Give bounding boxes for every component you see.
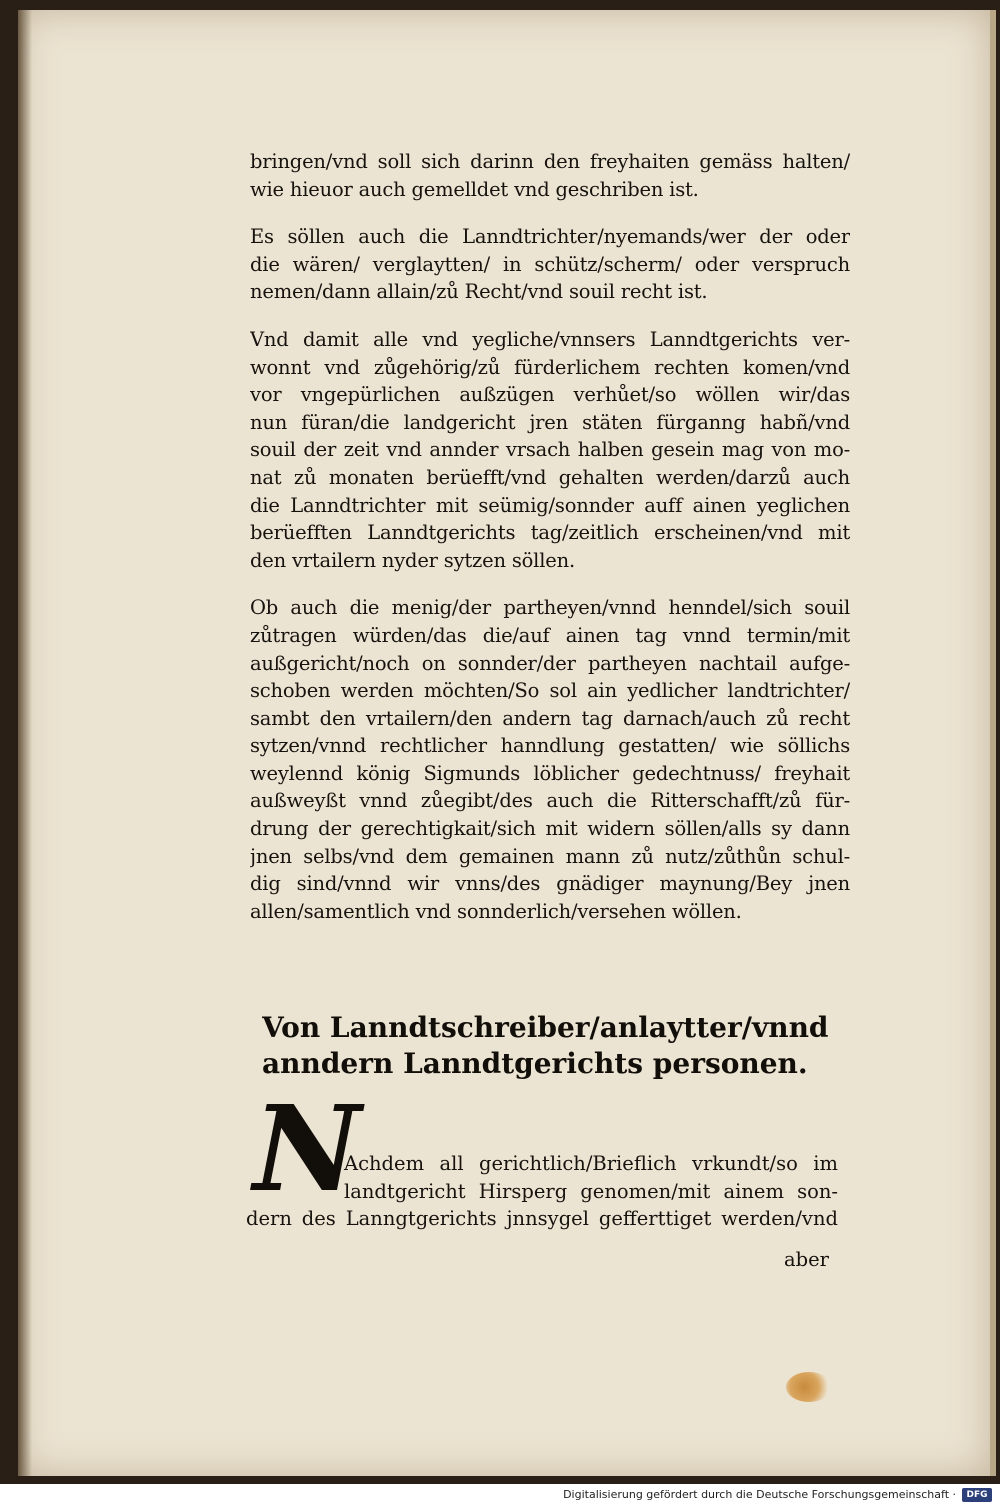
paragraph-4 xyxy=(250,594,850,925)
text-line: nun füran/die landgericht jren stäten fürganng habñ/vnd xyxy=(250,410,850,434)
text-line: Achdem all gerichtlich/Brieflich vrkundt/so im xyxy=(344,1152,838,1175)
footer-credit: Digitalisierung gefördert durch die Deutsche Forschungsgemeinschaft · xyxy=(563,1488,956,1501)
text-line: sambt den vrtailern/den andern tag darnach/auch zů recht xyxy=(250,706,850,730)
text-line: nat zů monaten berüefft/vnd gehalten werden/darzů auch xyxy=(250,465,850,489)
paragraph-2 xyxy=(250,223,850,306)
text-line: souil der zeit vnd annder vrsach halben gesein mag von mo- xyxy=(250,438,850,462)
paper-stain xyxy=(786,1372,832,1402)
text-line: außgericht/noch on sonnder/der partheyen nachtail aufge- xyxy=(250,651,850,675)
text-line: schoben werden möchten/So sol ain yedlicher landtrichter/ xyxy=(250,679,850,703)
dfg-logo-icon: DFG xyxy=(962,1488,992,1502)
text-line: Ob auch die menig/der partheyen/vnnd henndel/sich souil xyxy=(250,596,850,620)
body-text xyxy=(250,148,850,945)
text-line: landtgericht Hirsperg genomen/mit ainem son- xyxy=(344,1179,838,1203)
text-line: nemen/dann allain/zů Recht/vnd souil recht ist. xyxy=(250,280,708,304)
text-line: dig sind/vnnd wir vnns/des gnädiger maynung/Bey jnen xyxy=(250,872,850,896)
catchword: aber xyxy=(784,1248,829,1271)
text-line: allen/samentlich vnd sonnderlich/versehen wöllen. xyxy=(250,899,742,923)
text-line: sytzen/vnnd rechtlicher hanndlung gestatten/ wie söllichs xyxy=(250,734,850,758)
page-gutter-shadow xyxy=(18,10,32,1476)
section-heading xyxy=(262,1010,832,1082)
heading-line: Von Lanndtschreiber/anlaytter/vnnd xyxy=(262,1011,829,1044)
text-line: berüefften Lanndtgerichts tag/zeitlich erscheinen/vnd mit xyxy=(250,521,850,545)
paragraph-1 xyxy=(250,148,850,203)
text-line: vor vngepürlichen außzügen verhůet/so wöllen wir/das xyxy=(250,383,850,407)
text-line: bringen/vnd soll sich darinn den freyhaiten gemäss halten/ xyxy=(250,150,850,173)
text-line: außweyßt vnnd zůegibt/des auch die Ritterschafft/zů für- xyxy=(250,789,850,813)
paragraph-3 xyxy=(250,326,850,574)
footer-bar xyxy=(0,1484,1000,1507)
text-line: die wären/ verglaytten/ in schütz/scherm/ oder verspruch xyxy=(250,252,850,276)
decorated-initial: N xyxy=(253,1079,361,1218)
text-line: den vrtailern nyder sytzen söllen. xyxy=(250,548,575,572)
heading-line: anndern Lanndtgerichts personen. xyxy=(262,1047,808,1080)
text-line: zůtragen würden/das die/auf ainen tag vnnd termin/mit xyxy=(250,623,850,647)
text-line: jnen selbs/vnd dem gemainen mann zů nutz/zůthůn schul- xyxy=(250,844,850,868)
text-line: wie hieuor auch gemelldet vnd geschriben ist. xyxy=(250,177,699,201)
text-line: Vnd damit alle vnd yegliche/vnnsers Lanndtgerichts ver- xyxy=(250,327,850,351)
text-line: dern des Lanngtgerichts jnnsygel gefferttiget werden/vnd xyxy=(246,1207,838,1231)
text-line: wonnt vnd zůgehörig/zů fürderlichem rechten komen/vnd xyxy=(250,355,850,379)
final-paragraph xyxy=(246,1150,838,1233)
text-line: weylennd könig Sigmunds löblicher gedechtnuss/ freyhait xyxy=(250,761,850,785)
text-line: die Lanndtrichter mit seümig/sonnder auff ainen yeglichen xyxy=(250,493,850,517)
text-line: Es söllen auch die Lanndtrichter/nyemands/wer der oder xyxy=(250,225,850,249)
text-line: drung der gerechtigkait/sich mit widern söllen/alls sy dann xyxy=(250,817,850,841)
